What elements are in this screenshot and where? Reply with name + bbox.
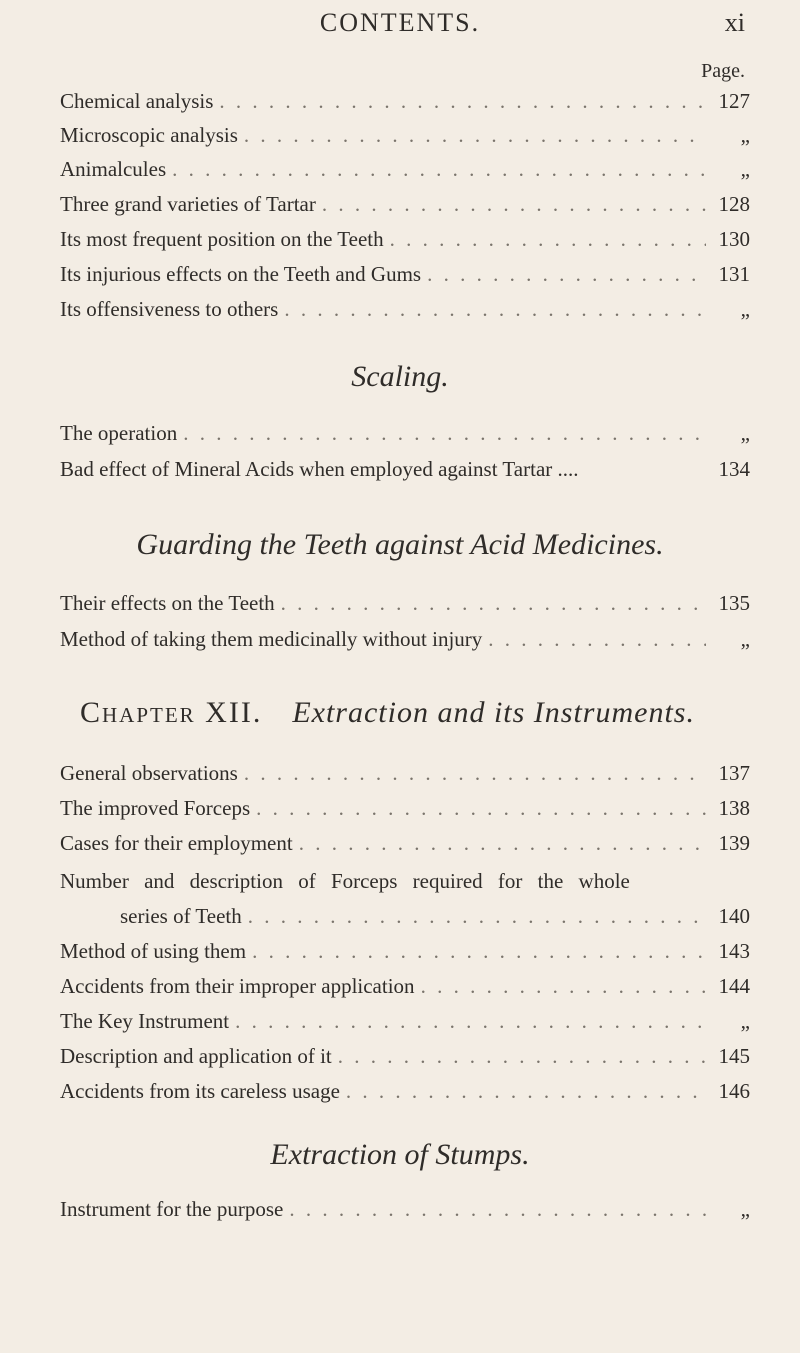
toc-entry: Their effects on the Teeth . . . 135 [60, 590, 750, 616]
section-heading-stumps: Extraction of Stumps. [270, 1138, 530, 1171]
toc-entry: Its injurious effects on the Teeth and Gums . . . 131 [60, 261, 750, 287]
chapter-title: Extraction and its Instruments. [292, 696, 695, 729]
page-column-label: Page. [701, 60, 745, 82]
toc-entry: Microscopic analysis . . . „ [60, 122, 750, 148]
folio-number: xi [724, 8, 745, 37]
toc-entry: The Key Instrument . . . „ [60, 1008, 750, 1034]
section-heading-guarding: Guarding the Teeth against Acid Medicines. [136, 528, 664, 561]
toc-entry: General observations . . . 137 [60, 760, 750, 786]
toc-entry: Number and description of Forceps required for the whole [60, 869, 630, 893]
toc-entry: Animalcules . . . „ [60, 156, 750, 182]
running-title: CONTENTS. [319, 8, 481, 37]
chapter-number: Chapter XII. [80, 696, 263, 729]
toc-entry: Description and application of it . . . 145 [60, 1043, 750, 1069]
toc-entry: Chemical analysis . . . 127 [60, 88, 750, 114]
toc-entry: Its offensiveness to others . . . „ [60, 296, 750, 322]
toc-entry: Method of taking them medicinally without injury . . . „ [60, 626, 750, 652]
toc-entry: The improved Forceps . . . 138 [60, 795, 750, 821]
toc-entry: The operation . . . „ [60, 420, 750, 446]
toc-entry: Cases for their employment . . . 139 [60, 830, 750, 856]
toc-entry: Method of using them . . . 143 [60, 938, 750, 964]
chapter-heading [80, 696, 770, 730]
toc-entry: Accidents from its careless usage . . . 146 [60, 1078, 750, 1104]
toc-entry: Accidents from their improper application . . . 144 [60, 973, 750, 999]
page-header [0, 8, 800, 48]
toc-entry: Bad effect of Mineral Acids when employed against Tartar .... 134 [60, 457, 750, 481]
toc-entry: Three grand varieties of Tartar . . . 128 [60, 191, 750, 217]
section-heading-scaling: Scaling. [351, 360, 449, 393]
toc-entry: Instrument for the purpose . . . „ [60, 1196, 750, 1222]
toc-entry: series of Teeth . . . 140 [120, 903, 750, 929]
toc-entry: Its most frequent position on the Teeth . . . 130 [60, 226, 750, 252]
